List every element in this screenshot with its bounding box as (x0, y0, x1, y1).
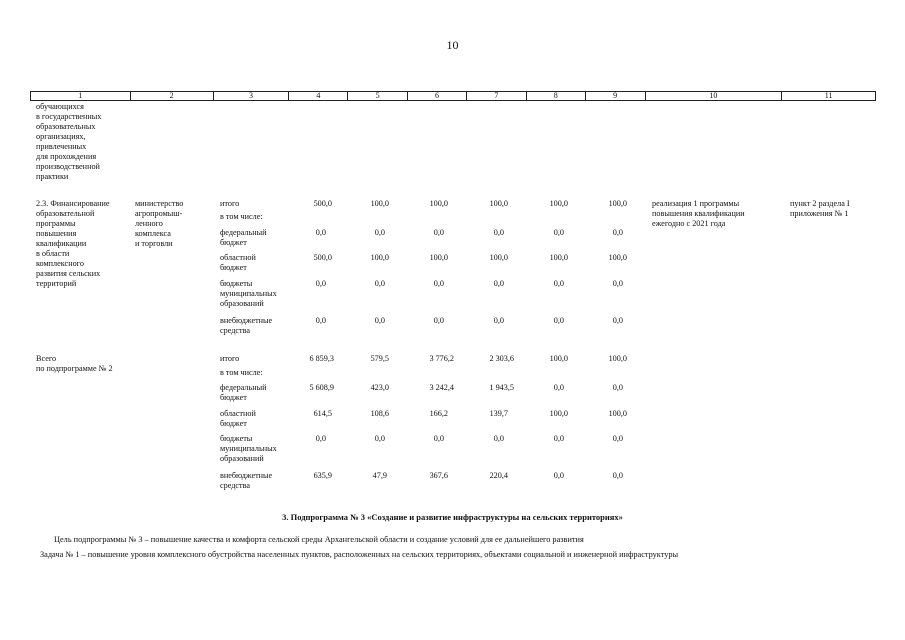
value-cell: 0,0 (612, 279, 623, 288)
value-cell: 0,0 (433, 434, 444, 443)
header-col-4: 4 (289, 92, 348, 100)
value-cell: 5 608,9 (309, 383, 334, 392)
text-line: комплекса (135, 229, 171, 238)
text-line: в том числе: (220, 212, 263, 221)
value-cell: 0,0 (553, 383, 564, 392)
value-cell: 500,0 (313, 253, 332, 262)
continuation-line: организациях, (36, 132, 86, 141)
value-cell: 0,0 (493, 228, 504, 237)
text-line: 2.3. Финансирование (36, 199, 110, 208)
header-col-7: 7 (467, 92, 527, 100)
text-line: комплексного (36, 259, 84, 268)
value-cell: 0,0 (553, 279, 564, 288)
value-cell: 100,0 (608, 409, 627, 418)
text-line: средства (220, 481, 251, 490)
value-cell: 0,0 (315, 228, 326, 237)
continuation-line: привлеченных (36, 142, 87, 151)
task-paragraph: Задача № 1 – повышение уровня комплексного обустройства населенных пунктов, расположенных на сельских территориях, объектами социальной и инженерной инфраструктуры (40, 550, 679, 559)
table-header-numbers (30, 91, 876, 101)
header-col-9: 9 (586, 92, 646, 100)
label-oblast (220, 409, 256, 429)
header-col-2: 2 (131, 92, 214, 100)
text-line: повышения квалификации (652, 209, 745, 218)
value-cell: 0,0 (374, 434, 385, 443)
value-cell: 614,5 (313, 409, 332, 418)
value-cell: 0,0 (553, 228, 564, 237)
text-line: бюджеты (220, 434, 253, 443)
value-cell: 3 776,2 (429, 354, 454, 363)
value-cell: 0,0 (493, 316, 504, 325)
text-line: повышения (36, 229, 77, 238)
text-line: по подпрограмме № 2 (36, 364, 113, 373)
text-line: муниципальных (220, 289, 277, 298)
text-line: итого (220, 199, 240, 208)
value-cell: 100,0 (608, 354, 627, 363)
value-cell: 0,0 (374, 279, 385, 288)
value-cell: 500,0 (313, 199, 332, 208)
text-line: бюджеты (220, 279, 253, 288)
value-cell: 166,2 (429, 409, 448, 418)
value-cell: 0,0 (612, 228, 623, 237)
text-line: областной (220, 409, 256, 418)
text-line: средства (220, 326, 251, 335)
text-line: федеральный (220, 383, 267, 392)
value-cell: 3 242,4 (429, 383, 454, 392)
text-line: агропромыш- (135, 209, 183, 218)
row-2-3-reference (790, 199, 850, 219)
continuation-line: практики (36, 172, 69, 181)
row-2-3-result (652, 199, 745, 229)
label-federal (220, 383, 267, 403)
row-2-3-name (36, 199, 110, 289)
value-cell: 0,0 (493, 279, 504, 288)
label-extrabudget (220, 316, 272, 336)
label-itogo (220, 354, 239, 364)
text-line: приложения № 1 (790, 209, 849, 218)
text-line: пункт 2 раздела I (790, 199, 850, 208)
value-cell: 0,0 (612, 383, 623, 392)
label-oblast (220, 253, 256, 273)
text-line: в том числе: (220, 368, 263, 377)
value-cell: 100,0 (608, 199, 627, 208)
header-col-11: 11 (824, 91, 833, 100)
text-line: федеральный (220, 228, 267, 237)
value-cell: 1 943,5 (489, 383, 514, 392)
value-cell: 0,0 (315, 316, 326, 325)
continuation-line: обучающихся (36, 102, 84, 111)
value-cell: 100,0 (549, 409, 568, 418)
row-2-3-executor (135, 199, 183, 249)
value-cell: 220,4 (489, 471, 508, 480)
value-cell: 0,0 (433, 279, 444, 288)
value-cell: 100,0 (549, 354, 568, 363)
text-line: областной (220, 253, 256, 262)
text-line: Всего (36, 354, 57, 363)
value-cell: 0,0 (433, 228, 444, 237)
header-col-1: 1 (31, 92, 131, 100)
value-cell: 0,0 (315, 279, 326, 288)
text-line: территорий (36, 279, 77, 288)
continuation-line: для прохождения (36, 152, 97, 161)
value-cell: 579,5 (370, 354, 389, 363)
label-municipal (220, 279, 277, 309)
header-col-3: 3 (214, 92, 290, 100)
value-cell: 0,0 (315, 434, 326, 443)
label-federal (220, 228, 267, 248)
text-line: и торговли (135, 239, 173, 248)
label-v-tom-chisle (220, 212, 263, 222)
value-cell: 0,0 (433, 316, 444, 325)
value-cell: 108,6 (370, 409, 389, 418)
text-line: ежегодно с 2021 года (652, 219, 726, 228)
header-col-5: 5 (348, 92, 408, 100)
value-cell: 0,0 (553, 316, 564, 325)
text-line: министерство (135, 199, 184, 208)
value-cell: 0,0 (493, 434, 504, 443)
value-cell: 2 303,6 (489, 354, 514, 363)
label-extrabudget (220, 471, 272, 491)
label-itogo (220, 199, 239, 209)
value-cell: 0,0 (553, 471, 564, 480)
text-line: итого (220, 354, 240, 363)
value-cell: 6 859,3 (309, 354, 334, 363)
text-line: образовательной (36, 209, 95, 218)
section-title: 3. Подпрограмма № 3 «Создание и развитие инфраструктуры на сельских территориях» (282, 512, 623, 522)
text-line: внебюджетные (220, 316, 273, 325)
header-col-6: 6 (408, 92, 467, 100)
row-total-name (36, 354, 113, 374)
text-line: реализация 1 программы (652, 199, 740, 208)
text-line: бюджет (220, 263, 247, 272)
header-col-10: 10 (646, 92, 783, 100)
goal-paragraph: Цель подпрограммы № 3 – повышение качества и комфорта сельской среды Архангельской области и создание условий для ее дальнейшего развития (54, 535, 584, 544)
value-cell: 100,0 (489, 199, 508, 208)
text-line: муниципальных (220, 444, 277, 453)
value-cell: 100,0 (429, 199, 448, 208)
label-v-tom-chisle (220, 368, 263, 378)
value-cell: 0,0 (553, 434, 564, 443)
label-municipal (220, 434, 277, 464)
text-line: программы (36, 219, 76, 228)
continuation-line: производственной (36, 162, 100, 171)
header-col-8: 8 (527, 92, 586, 100)
value-cell: 47,9 (372, 471, 387, 480)
text-line: бюджет (220, 419, 247, 428)
value-cell: 139,7 (489, 409, 508, 418)
value-cell: 0,0 (374, 316, 385, 325)
value-cell: 100,0 (549, 253, 568, 262)
text-line: образований (220, 299, 264, 308)
value-cell: 100,0 (489, 253, 508, 262)
text-line: в области (36, 249, 70, 258)
text-line: бюджет (220, 393, 247, 402)
value-cell: 100,0 (549, 199, 568, 208)
value-cell: 0,0 (612, 471, 623, 480)
text-line: развития сельских (36, 269, 101, 278)
value-cell: 367,6 (429, 471, 448, 480)
value-cell: 100,0 (429, 253, 448, 262)
value-cell: 0,0 (612, 316, 623, 325)
continuation-text (36, 102, 101, 182)
value-cell: 635,9 (313, 471, 332, 480)
value-cell: 0,0 (374, 228, 385, 237)
value-cell: 0,0 (612, 434, 623, 443)
value-cell: 100,0 (370, 253, 389, 262)
text-line: квалификации (36, 239, 87, 248)
page-number: 10 (446, 38, 459, 52)
continuation-line: в государственных (36, 112, 102, 121)
text-line: бюджет (220, 238, 247, 247)
value-cell: 423,0 (370, 383, 389, 392)
text-line: ленного (135, 219, 163, 228)
text-line: образований (220, 454, 264, 463)
text-line: внебюджетные (220, 471, 273, 480)
value-cell: 100,0 (608, 253, 627, 262)
continuation-line: образовательных (36, 122, 96, 131)
value-cell: 100,0 (370, 199, 389, 208)
